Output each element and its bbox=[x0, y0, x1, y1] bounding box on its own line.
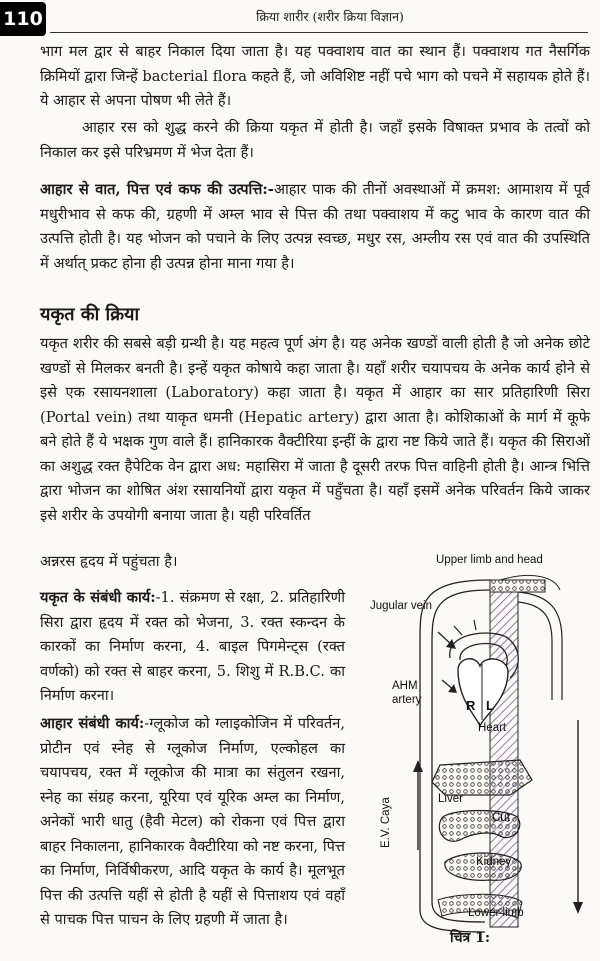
paragraph-6 bbox=[40, 712, 345, 933]
paragraph-6-heading: आहार संबंधी कार्य: bbox=[40, 715, 145, 732]
paragraph-3-heading: आहार से वात, पित्त एवं कफ की उत्पत्ति:- bbox=[40, 181, 274, 198]
paragraph-5-heading: यकृत के संबंधी कार्य: bbox=[40, 589, 156, 606]
header-rule bbox=[50, 32, 588, 33]
page-header bbox=[0, 0, 600, 40]
liver-shape bbox=[432, 760, 532, 795]
paragraph-5-text: -1. संक्रमण से रक्षा, 2. प्रतिहारिणी सिरा द्वारा हृदय में रक्त को भेजना, 3. रक्त स्कन्दन के कारकों का निर्माण करना, 4. बाइल पिगमेन्ट्स (रक्त वर्णको) को रक्त से बाहर करना, 5. शिशु में R.B.C. का निर्माण करना। bbox=[40, 589, 345, 704]
paragraph-4-end: अन्नरस हृदय में पहुंचता है। bbox=[40, 553, 178, 570]
figure-caption: चित्र 1: bbox=[450, 930, 491, 946]
label-cut: Cut bbox=[492, 812, 510, 824]
page-number: 110 bbox=[0, 2, 46, 36]
label-l: L bbox=[486, 698, 494, 713]
paragraph-2: आहार रस को शुद्ध करने की क्रिया यकृत में होती है। जहाँ इसके विषाक्त प्रभाव के तत्वों को निकाल कर इसे परिभ्रमण में भेज देता हैं। bbox=[40, 119, 590, 161]
label-heart: Heart bbox=[478, 722, 507, 734]
section-heading: यकृत की क्रिया bbox=[40, 304, 140, 325]
paragraph-3 bbox=[40, 178, 590, 276]
upper-limb-bed bbox=[490, 580, 545, 592]
running-title: क्रिया शारीर (शरीर क्रिया विज्ञान) bbox=[256, 9, 404, 24]
paragraph-3-text: आहार पाक की तीनों अवस्थाओं में क्रमश: आमाशय में पूर्व मधुरीभाव से कफ की, ग्रहणी में अम्ल भाव से पित्त की तथा पक्वाशय में कटु भाव के कारण वात की उत्पत्ति होती है। यह भोजन को पचाने के लिए उत्पन्न स्वच्छ, मधुर रस, अम्लीय रस एवं वात की उपस्थिति में अर्थात् प्रकट होना ही उत्पन्न होना माना गया है। bbox=[40, 181, 590, 272]
circulation-diagram bbox=[350, 550, 600, 960]
label-jugular-vein: Jugular vein bbox=[370, 600, 433, 612]
paragraph-5 bbox=[40, 586, 345, 709]
label-artery: artery bbox=[392, 694, 422, 706]
label-ev-caya: E.V. Caya bbox=[380, 797, 392, 848]
paragraph-4: यकृत शरीर की सबसे बड़ी ग्रन्थी है। यह महत्व पूर्ण अंग है। यह अनेक खण्डों वाली होती है जो अनेक छोटे खण्डों से मिलकर बनती है। इन्हें यकृत कोषाये कहा जाता है। यहाँ शरीर चयापचय के अनेक कार्य होने से इसे एक रसायनशाला (Laboratory) कहा जाता है। यकृत में आहार का सार प्रतिहारिणी सिरा (Portal vein) तथा याकृत धमनी (Hepatic artery) द्वारा आता है। कोशिकाओं के मार्ग में कूफे बने होते हैं ये भक्षक गुण वाले हैं। हानिकारक वैक्टीरिया इन्हीं के द्वारा नष्ट किये जाते हैं। यकृत की सिराओं का अशुद्ध रक्त हैपेटिक वेन द्वारा अध: महासिरा में जाता है दूसरी तरफ पित्त वाहिनी होती है। आन्त्र भित्ति द्वारा भोजन का शोषित अंश रसायनियों द्वारा यकृत में पहुँचता है। यहाँ इसमें अनेक परिवर्तन किये जाकर इसे शरीर के उपयोगी बनाया जाता है। यही परिवर्तित bbox=[40, 335, 590, 524]
label-ahm: AHM bbox=[392, 680, 418, 692]
label-r: R bbox=[466, 698, 476, 713]
label-upper-limb: Upper limb and head bbox=[436, 554, 543, 566]
label-lower-limb: Lower limb bbox=[468, 907, 524, 919]
paragraph-6-text: -ग्लूकोज को ग्लाइकोजिन में परिवर्तन, प्रोटीन एवं स्नेह से ग्लूकोज निर्माण, एल्कोहल का चयापचय, रक्त में ग्लूकोज की मात्रा का संतुलन रखना, स्नेह का संग्रह करना, यूरिया एवं यूरिक अम्ल का निर्माण, अनेकों भारी धातु (हैवी मेटल) को रोकना एवं पित्त द्वारा बाहर निकालना, हानिकारक वैक्टीरिया को नष्ट करना, पित्त का निर्माण, निर्विषीकरण, आदि यकृत के कार्य है। मूलभूत पित्त की उत्पत्ति यहीं से होती है यहीं से पित्ताशय एवं वहाँ से पाचक पित्त पाचन के लिए ग्रहणी में जाता है। bbox=[40, 715, 345, 928]
label-kidney: Kidney bbox=[476, 856, 512, 868]
label-liver: Liver bbox=[438, 793, 463, 805]
paragraph-1: भाग मल द्वार से बाहर निकाल दिया जाता है। यह पक्वाशय वात का स्थान हैं। पक्वाशय गत नैसर्गिक क्रिमियों द्वारा जिन्हें bacterial flora कहते हैं, जो अविशिष्ट नहीं पचे भाग को पचने में सहायक होते हैं। ये आहार से अपना पोषण भी लेते हैं। bbox=[40, 43, 590, 109]
